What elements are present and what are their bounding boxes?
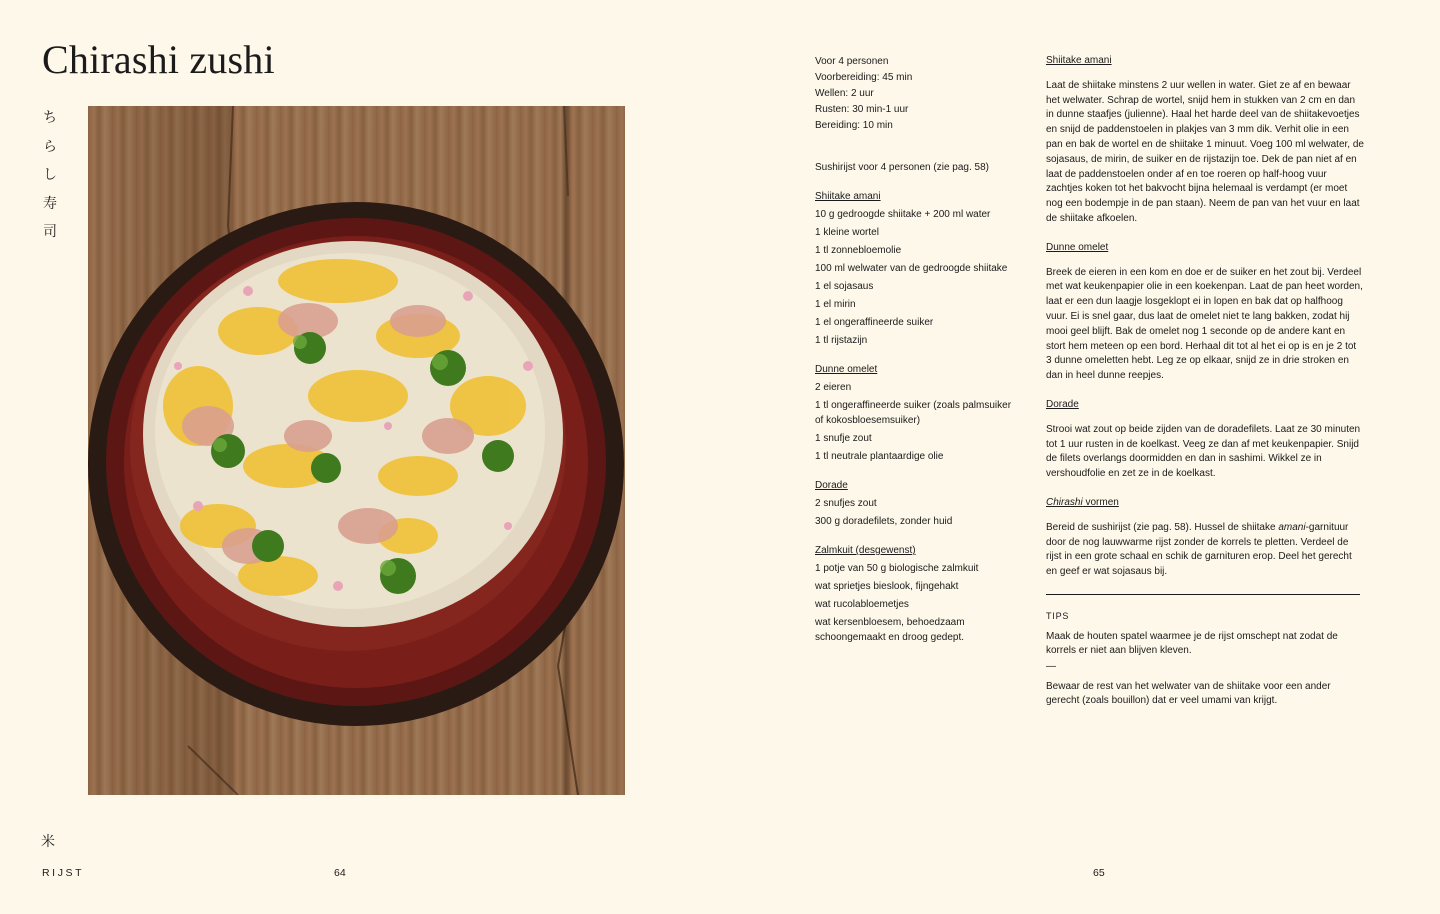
kanji-char: 司	[43, 224, 57, 240]
method-text-italic: amani	[1278, 521, 1306, 533]
ingredient-list	[815, 160, 1015, 648]
ingredient-item: 1 el sojasaus	[815, 281, 874, 292]
method-paragraph: Strooi wat zout op beide zijden van de doradefilets. Laat ze 30 minuten tot 1 uur rusten in de koelkast. Veeg ze dan af met keukenpapier. Snijd de filets overlangs doormidden en dan in sashimi. Wikkel ze in vershoudfolie en zet ze in de koelkast.	[1046, 423, 1361, 480]
method-paragraph	[1046, 521, 1364, 580]
dish-photo	[88, 106, 625, 795]
method-heading-italic: Chirashi	[1046, 496, 1083, 508]
method-text-pre: Bereid de sushirijst (zie pag. 58). Hussel de shiitake	[1046, 521, 1279, 533]
ingredient-item: 1 tl zonnebloemolie	[815, 245, 902, 256]
method-text-post: -garnituur door de nog lauwwarme rijst zonder de korrels te pletten. Verdeel de rijst in een grote schaal en schik de garnituren erop. Deel het gerecht en geef er wat sojasaus bij.	[1046, 521, 1352, 578]
ingredient-item: 1 el ongeraffineerde suiker	[815, 317, 934, 328]
method-heading-rest: vormen	[1082, 496, 1119, 508]
ingredient-item: 1 tl neutrale plantaardige olie	[815, 451, 944, 462]
divider	[1046, 594, 1360, 595]
section-label: RIJST	[42, 867, 85, 879]
ingredient-item: 100 ml welwater van de gedroogde shiitake	[815, 263, 1008, 274]
meta-line: Wellen: 2 uur	[815, 88, 874, 99]
ingredient-item: wat sprietjes bieslook, fijngehakt	[815, 581, 959, 592]
meta-line: Voorbereiding: 45 min	[815, 72, 913, 83]
ingredient-heading: Shiitake amani	[815, 191, 881, 202]
recipe-meta	[815, 54, 1015, 134]
meta-line: Bereiding: 10 min	[815, 120, 893, 131]
method-heading	[1046, 496, 1364, 511]
meta-line: Voor 4 personen	[815, 56, 889, 67]
meta-line: Rusten: 30 min-1 uur	[815, 104, 909, 115]
kanji-char: 寿	[43, 195, 57, 212]
ingredient-item: 10 g gedroogde shiitake + 200 ml water	[815, 209, 991, 220]
method-heading: Dorade	[1046, 398, 1079, 410]
method-heading: Dunne omelet	[1046, 241, 1109, 253]
kanji-char: ら	[43, 138, 57, 155]
kanji-char: ち	[43, 110, 57, 126]
method-heading: Shiitake amani	[1046, 55, 1112, 66]
page-number-right: 65	[1093, 867, 1105, 879]
ingredient-heading: Dunne omelet	[815, 364, 878, 375]
ingredient-heading: Zalmkuit (desgewenst)	[815, 545, 916, 556]
ingredient-item: 1 tl ongeraffineerde suiker (zoals palmsuiker of kokosbloesemsuiker)	[815, 400, 1012, 426]
ingredient-item: 1 el mirin	[815, 299, 856, 310]
method-column	[1046, 54, 1364, 722]
tips-label: TIPS	[1046, 610, 1070, 621]
ingredient-item: 1 kleine wortel	[815, 227, 879, 238]
ingredient-item: 2 snufjes zout	[815, 498, 877, 509]
ingredient-item: 300 g doradefilets, zonder huid	[815, 516, 953, 527]
ingredient-item: 1 snufje zout	[815, 433, 872, 444]
page-number-left: 64	[334, 867, 346, 879]
kanji-vertical	[41, 104, 59, 247]
ingredient-heading: Dorade	[815, 480, 848, 491]
tip-item: Maak de houten spatel waarmee je de rijst omschept nat zodat de korrels er niet aan blijven kleven.	[1046, 630, 1338, 656]
ingredient-item: wat rucolabloemetjes	[815, 599, 909, 610]
rice-kanji: 米	[41, 834, 55, 850]
method-paragraph: Breek de eieren in een kom en doe er de suiker en het zout bij. Verdeel met wat keukenpapier olie in een koekenpan. Laat de pan heet worden, laat er een dun laagje losgeklopt ei in lopen en bak dat op halfhoog vuur. Ei is snel gaar, dus laat de omelet niet te lang bakken, zodat hij mooi geel blijft. Bak de omelet nog 1 seconde op de andere kant en stort hem meteen op een bord. Herhaal dit tot al het ei op is en je 2 tot 3 dunne omeletten hebt. Leg ze op elkaar, snijd ze in drie stroken en dan in heel dunne reepjes.	[1046, 266, 1363, 382]
kanji-char: し	[43, 167, 57, 183]
ingredient-item: 1 potje van 50 g biologische zalmkuit	[815, 563, 979, 574]
ingredient-item: 2 eieren	[815, 382, 852, 393]
ingredient-item: Sushirijst voor 4 personen (zie pag. 58)	[815, 162, 989, 173]
dish-illustration	[88, 106, 625, 795]
tip-separator: —	[1046, 660, 1056, 672]
ingredient-item: 1 tl rijstazijn	[815, 335, 868, 346]
ingredient-item: wat kersenbloesem, behoedzaam schoongemaakt en droog gedept.	[815, 617, 965, 643]
method-paragraph: Laat de shiitake minstens 2 uur wellen in water. Giet ze af en bewaar het welwater. Schrap de wortel, snijd hem in stukken van 2 cm en dan in dunne staafjes (julienne). Haal het harde deel van de shiitakevoetjes en snijd de paddenstoelen in plakjes van 3 mm dik. Verhit olie in een pan en bak de wortel en de shiitake 1 minuut. Voeg 100 ml welwater, de sojasaus, de mirin, de suiker en de rijstazijn toe. Dek de pan niet af en laat de paddenstoelen onder af en toe roeren op half-hoog vuur zachtjes koken tot het bakvocht bijna helemaal is verdampt (er moet nog een bodempje in de pan staan). Neem de pan van het vuur en laat de shiitake afkoelen.	[1046, 79, 1364, 224]
page-title: Chirashi zushi	[42, 37, 275, 82]
tip-item: Bewaar de rest van het welwater van de shiitake voor een ander gerecht (zoals bouillon) dat er veel umami van krijgt.	[1046, 680, 1331, 706]
